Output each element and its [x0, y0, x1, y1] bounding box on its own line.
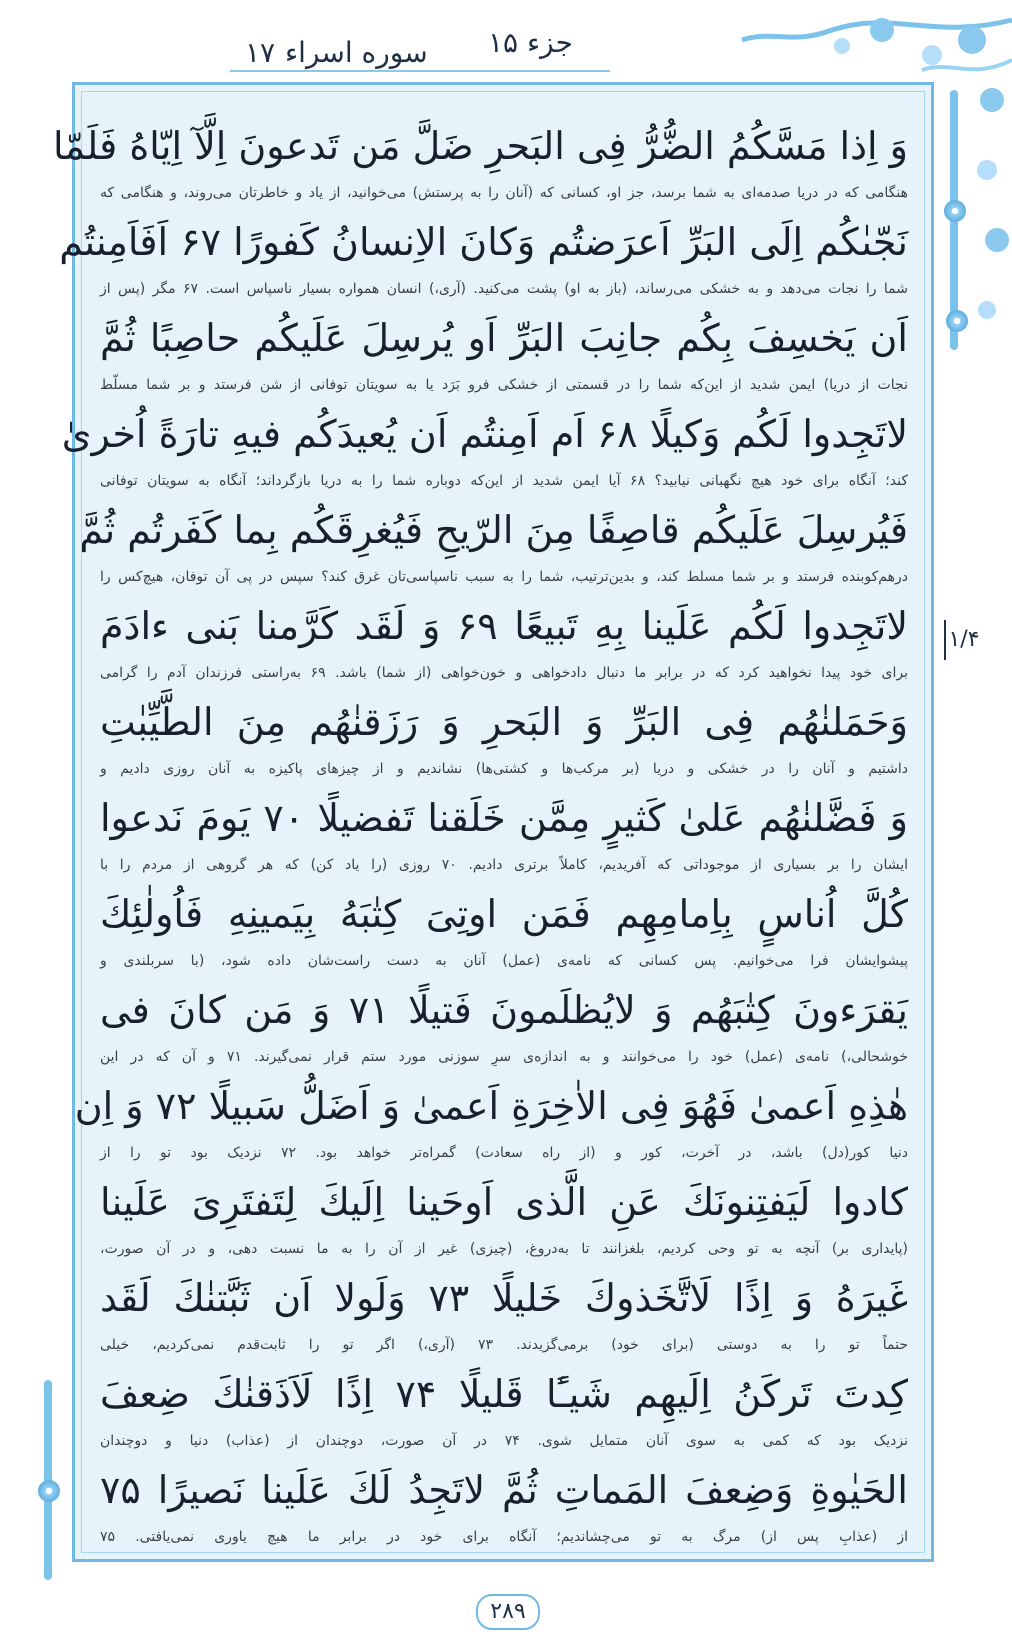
- right-flower-ornament: [944, 200, 966, 222]
- translation-text: نجات از دریا) ایمن شدید از این‌که شما را در قسمتی از خشکی فرو بَرَد یا به سویتان توفانی از شن فرستد و بر شما مسلّط: [100, 377, 908, 393]
- arabic-text: غَيرَهُ وَ اِذًا لَاتَّخَذوكَ خَليلًا ۷۳ وَلَولا اَن ثَبَّتنٰكَ لَقَد: [100, 1276, 908, 1320]
- translation-text: (پایداری بر) آنچه به تو وحی کردیم، بلغزانند تا به‌دروغ، (چیزی) غیر از آن را به ما نسبت دهی، و در آن صورت،: [100, 1241, 908, 1257]
- translation-text: از (عذابِ پس از) مرگ به تو می‌چشاندیم؛ آنگاه برای خود در برابر ما هیچ یاوری نمی‌یافتی. ۷۵: [100, 1529, 908, 1545]
- right-flower-ornament-2: [946, 310, 968, 332]
- page-number-badge: [466, 1590, 546, 1630]
- translation-text: حتماً تو را به دوستی (برای خود) برمی‌گزیدند. ۷۳ (آری،) اگر تو را ثابت‌قدم نمی‌کردیم، خیلی: [100, 1337, 908, 1353]
- arabic-text: هٰذِهِ اَعمىٰ فَهُوَ فِى الاٰخِرَةِ اَعمىٰ وَ اَضَلُّ سَبيلًا ۷۲ وَ اِن: [74, 1084, 908, 1128]
- translation-text: هنگامی که در دریا صدمه‌ای به شما برسد، جز او، کسانی که (آنان را به پرستش) می‌خوانید، از یاد و خاطرتان می‌روند، و هنگامی که: [100, 185, 908, 201]
- translation-text: خوشحالی،) نامه‌ی (عمل) خود را می‌خوانند و به اندازه‌ی سرِ سوزنی مورد ستم قرار نمی‌گیرند. ۷۱ و آن که در این: [100, 1049, 908, 1065]
- arabic-text: كادوا لَيَفتِنونَكَ عَنِ الَّذى اَوحَينا اِلَيكَ لِتَفتَرِىَ عَلَينا: [100, 1180, 908, 1224]
- translation-text: کند؛ آنگاه برای خود هیچ نگهبانی نیابید؟ ۶۸ آیا ایمن شدید از این‌که دوباره شما را به دریا بازگرداند؛ آنگاه به سویتان توفانی: [100, 473, 908, 489]
- translation-text: شما را نجات می‌دهد و به خشکی می‌رساند، (باز به او) پشت می‌کنید. (آری،) انسان همواره بسیار ناسپاس است. ۶۷ مگر (پس از: [100, 281, 908, 297]
- arabic-text: كُلَّ اُناسٍ بِاِمامِهِم فَمَن اوتِىَ كِتٰبَهُ بِيَمينِهِ فَاُولٰئِكَ: [100, 892, 908, 936]
- translation-text: دنیا کور(دل) باشد، در آخرت، کور و (از راه سعادت) گمراه‌تر خواهد بود. ۷۲ نزدیک بود تو را از: [100, 1145, 908, 1161]
- translation-text: ایشان را بر بسیاری از موجوداتی که آفریدیم، کاملاً برتری دادیم. ۷۰ روزی (را یاد کن) که هر گروهی از مردم را با: [100, 857, 908, 873]
- translation-text: برای خود پیدا نخواهید کرد که در برابر ما دنبال دادخواهی و خون‌خواهی (از شما) باشد. ۶۹ به‌راستی فرزندان آدم را گرامی: [100, 665, 908, 681]
- translation-text: نزدیک بود که کمی به سوی آنان متمایل شوی. ۷۴ در آن صورت، دوچندان از (عذاب) دنیا و دوچندان: [100, 1433, 909, 1449]
- arabic-text: الحَيٰوةِ وَضِعفَ المَماتِ ثُمَّ لاتَجِدُ لَكَ عَلَينا نَصيرًا ۷۵: [100, 1468, 908, 1512]
- arabic-text: لاتَجِدوا لَكُم وَكيلًا ۶۸ اَم اَمِنتُم اَن يُعيدَكُم فيهِ تارَةً اُخرىٰ: [61, 412, 908, 456]
- arabic-text: وَ فَضَّلنٰهُم عَلىٰ كَثيرٍ مِمَّن خَلَقنا تَفضيلًا ۷۰ يَومَ نَدعوا: [100, 796, 908, 840]
- header-divider: [230, 70, 610, 72]
- page-header: [0, 18, 1012, 78]
- arabic-text: نَجّىٰكُم اِلَى البَرِّ اَعرَضتُم وَكانَ الاِنسانُ كَفورًا ۶۷ اَفَاَمِنتُم: [59, 220, 908, 264]
- arabic-text: يَقرَءونَ كِتٰبَهُم وَ لايُظلَمونَ فَتيلًا ۷۱ وَ مَن كانَ فى: [100, 988, 908, 1032]
- juz-label: جزء ۱۵: [488, 26, 573, 59]
- arabic-text: اَن يَخسِفَ بِكُم جانِبَ البَرِّ اَو يُرسِلَ عَلَيكُم حاصِبًا ثُمَّ: [100, 316, 908, 360]
- surah-number: ۱۷: [245, 36, 276, 69]
- arabic-text: فَيُرسِلَ عَلَيكُم قاصِفًا مِنَ الرّيحِ فَيُغرِقَكُم بِما كَفَرتُم ثُمَّ: [79, 508, 908, 552]
- translation-text: پیشوایشان فرا می‌خوانیم. پس کسانی که نامه‌ی (عمل) آنان به دست راست‌شان داده شود، (با سربلندی و: [100, 953, 908, 969]
- surah-name: سوره اسراء: [285, 36, 428, 69]
- hizb-marker: ۱/۴: [944, 620, 982, 660]
- arabic-text: لاتَجِدوا لَكُم عَلَينا بِهِ تَبيعًا ۶۹ وَ لَقَد كَرَّمنا بَنى ءادَمَ: [100, 604, 909, 648]
- arabic-text: وَ اِذا مَسَّكُمُ الضُّرُّ فِى البَحرِ ضَلَّ مَن تَدعونَ اِلَّآ اِيّاهُ فَلَمّا: [53, 124, 908, 168]
- translation-text: داشتیم و آنان را در خشکی و دریا (بر مرکب‌ها و کشتی‌ها) نشاندیم و از چیزهای پاکیزه به آنان روزی دادیم و: [100, 761, 908, 777]
- page-number: ۲۸۹: [476, 1594, 540, 1630]
- arabic-text: وَحَمَلنٰهُم فِى البَرِّ وَ البَحرِ وَ رَزَقنٰهُم مِنَ الطَّيِّبٰتِ: [100, 700, 908, 744]
- left-flower-ornament: [38, 1480, 60, 1502]
- translation-text: درهم‌کوبنده فرستد و بر شما مسلط کند، و بدین‌ترتیب، شما را به سبب ناسپاسی‌تان غرق کند؟ سپس در پی آن توفان، هیچ‌کس را: [100, 569, 908, 585]
- arabic-text: كِدتَ تَركَنُ اِلَيهِم شَيـًٔا قَليلًا ۷۴ اِذًا لَاَذَقنٰكَ ضِعفَ: [100, 1372, 908, 1416]
